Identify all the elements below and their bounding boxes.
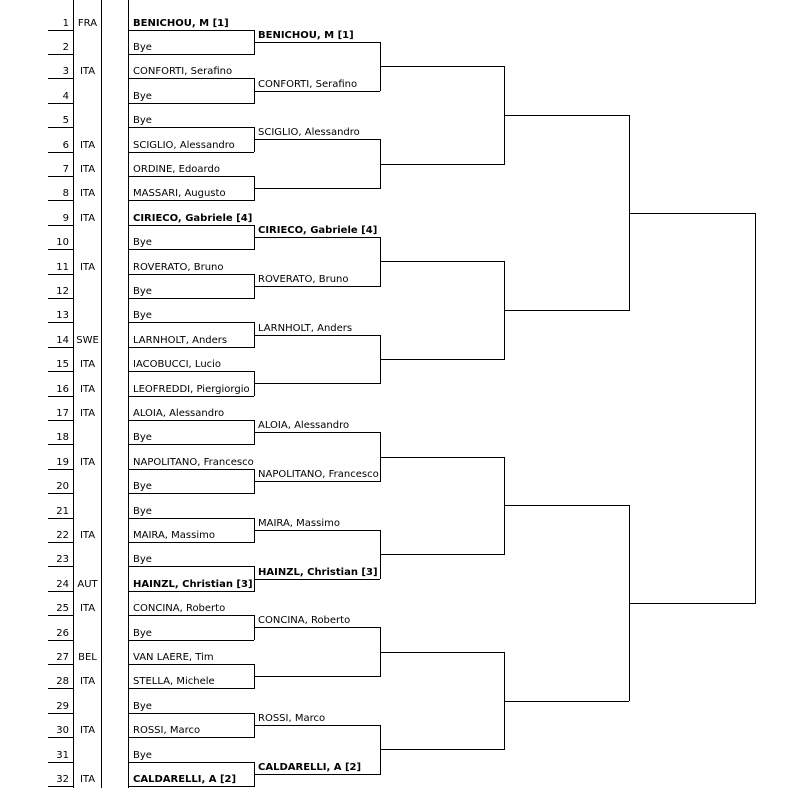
entry-player-name: Bye bbox=[133, 237, 152, 249]
entry-number: 1 bbox=[62, 17, 69, 29]
entry-underline bbox=[48, 30, 73, 31]
entry-player-name: SCIGLIO, Alessandro bbox=[133, 139, 235, 151]
entry-country: AUT bbox=[77, 578, 98, 590]
entry-underline bbox=[129, 688, 254, 689]
entry-underline bbox=[48, 688, 73, 689]
match-winner-line bbox=[254, 725, 380, 726]
entry-underline bbox=[129, 225, 254, 226]
entry-underline bbox=[129, 615, 254, 616]
entry-underline bbox=[129, 542, 254, 543]
match-winner-line bbox=[254, 676, 380, 677]
match-winner-line bbox=[504, 701, 629, 702]
entry-number: 16 bbox=[56, 383, 69, 395]
entry-underline bbox=[129, 396, 254, 397]
match-winner-line bbox=[380, 359, 504, 360]
entry-number: 25 bbox=[56, 603, 69, 615]
entry-number: 28 bbox=[56, 676, 69, 688]
entry-country: ITA bbox=[79, 163, 96, 175]
entry-underline bbox=[129, 640, 254, 641]
entry-underline bbox=[48, 713, 73, 714]
entry-number: 21 bbox=[56, 505, 69, 517]
match-winner-line bbox=[629, 213, 755, 214]
entry-player-name: VAN LAERE, Tim bbox=[133, 651, 214, 663]
entry-country: ITA bbox=[79, 66, 96, 78]
entry-underline bbox=[48, 664, 73, 665]
round2-player-name: BENICHOU, M [1] bbox=[258, 29, 354, 41]
entry-number: 8 bbox=[62, 188, 69, 200]
entry-underline bbox=[48, 371, 73, 372]
entry-country: ITA bbox=[79, 456, 96, 468]
match-winner-line bbox=[380, 749, 504, 750]
match-winner-line bbox=[504, 310, 629, 311]
entry-underline bbox=[129, 200, 254, 201]
round2-player-name: ROVERATO, Bruno bbox=[258, 273, 349, 285]
entry-country: ITA bbox=[79, 212, 96, 224]
match-winner-line bbox=[254, 139, 380, 140]
entry-underline bbox=[129, 274, 254, 275]
entry-underline bbox=[48, 566, 73, 567]
entry-underline bbox=[129, 493, 254, 494]
entry-underline bbox=[48, 518, 73, 519]
entry-number: 2 bbox=[62, 41, 69, 53]
entry-country: ITA bbox=[79, 603, 96, 615]
entry-country: FRA bbox=[77, 17, 98, 29]
entry-number: 24 bbox=[56, 578, 69, 590]
entry-number: 27 bbox=[56, 651, 69, 663]
entry-player-name: Bye bbox=[133, 90, 152, 102]
entry-underline bbox=[129, 152, 254, 153]
entry-player-name: Bye bbox=[133, 310, 152, 322]
entry-number: 17 bbox=[56, 407, 69, 419]
match-winner-line bbox=[254, 774, 380, 775]
entry-country: BEL bbox=[78, 651, 97, 663]
match-winner-line bbox=[254, 286, 380, 287]
round2-player-name: CALDARELLI, A [2] bbox=[258, 761, 362, 773]
entry-player-name: CIRIECO, Gabriele [4] bbox=[133, 212, 253, 224]
entry-underline bbox=[129, 249, 254, 250]
entry-underline bbox=[48, 640, 73, 641]
entry-underline bbox=[48, 225, 73, 226]
entry-underline bbox=[48, 542, 73, 543]
entry-number: 14 bbox=[56, 334, 69, 346]
entry-underline bbox=[48, 103, 73, 104]
round2-player-name: ALOIA, Alessandro bbox=[258, 420, 350, 432]
entry-underline bbox=[129, 176, 254, 177]
round2-player-name: CIRIECO, Gabriele [4] bbox=[258, 224, 378, 236]
round2-player-name: HAINZL, Christian [3] bbox=[258, 566, 378, 578]
entry-country: ITA bbox=[79, 383, 96, 395]
entry-underline bbox=[48, 737, 73, 738]
entry-underline bbox=[129, 786, 254, 787]
match-winner-line bbox=[504, 115, 629, 116]
match-winner-line bbox=[380, 164, 504, 165]
column-rule bbox=[128, 0, 129, 788]
entry-number: 31 bbox=[56, 749, 69, 761]
entry-number: 26 bbox=[56, 627, 69, 639]
column-rule bbox=[101, 0, 102, 788]
entry-underline bbox=[129, 566, 254, 567]
entry-player-name: Bye bbox=[133, 285, 152, 297]
entry-underline bbox=[48, 762, 73, 763]
match-winner-line bbox=[380, 261, 504, 262]
entry-player-name: NAPOLITANO, Francesco bbox=[133, 456, 254, 468]
entry-player-name: ALOIA, Alessandro bbox=[133, 407, 225, 419]
entry-player-name: MAIRA, Massimo bbox=[133, 529, 215, 541]
entry-country: ITA bbox=[79, 407, 96, 419]
entry-player-name: Bye bbox=[133, 700, 152, 712]
entry-underline bbox=[48, 591, 73, 592]
entry-country: ITA bbox=[79, 676, 96, 688]
round2-player-name: ROSSI, Marco bbox=[258, 712, 326, 724]
entry-player-name: Bye bbox=[133, 481, 152, 493]
entry-underline bbox=[48, 78, 73, 79]
entry-number: 3 bbox=[62, 66, 69, 78]
entry-player-name: Bye bbox=[133, 505, 152, 517]
entry-country: ITA bbox=[79, 139, 96, 151]
entry-player-name: Bye bbox=[133, 627, 152, 639]
match-winner-line bbox=[254, 42, 380, 43]
entry-country: SWE bbox=[76, 334, 99, 346]
entry-underline bbox=[48, 615, 73, 616]
match-winner-line bbox=[254, 579, 380, 580]
entry-country: ITA bbox=[79, 359, 96, 371]
entry-player-name: LEOFREDDI, Piergiorgio bbox=[133, 383, 250, 395]
entry-player-name: MASSARI, Augusto bbox=[133, 188, 226, 200]
match-winner-line bbox=[254, 383, 380, 384]
entry-underline bbox=[48, 347, 73, 348]
match-winner-line bbox=[254, 432, 380, 433]
entry-player-name: IACOBUCCI, Lucio bbox=[133, 359, 222, 371]
entry-number: 30 bbox=[56, 725, 69, 737]
entry-underline bbox=[129, 469, 254, 470]
entry-underline bbox=[129, 30, 254, 31]
entry-number: 18 bbox=[56, 432, 69, 444]
entry-underline bbox=[48, 493, 73, 494]
match-winner-line bbox=[254, 91, 380, 92]
match-winner-line bbox=[254, 188, 380, 189]
entry-underline bbox=[48, 249, 73, 250]
entry-underline bbox=[129, 591, 254, 592]
match-winner-line bbox=[254, 627, 380, 628]
entry-underline bbox=[129, 664, 254, 665]
match-winner-line bbox=[254, 530, 380, 531]
entry-number: 7 bbox=[62, 163, 69, 175]
match-winner-line bbox=[380, 457, 504, 458]
entry-player-name: Bye bbox=[133, 749, 152, 761]
entry-underline bbox=[129, 78, 254, 79]
round2-player-name: CONFORTI, Serafino bbox=[258, 78, 358, 90]
entry-player-name: Bye bbox=[133, 41, 152, 53]
match-winner-line bbox=[380, 652, 504, 653]
match-winner-line bbox=[254, 237, 380, 238]
entry-player-name: LARNHOLT, Anders bbox=[133, 334, 228, 346]
entry-player-name: CONCINA, Roberto bbox=[133, 603, 226, 615]
entry-underline bbox=[48, 127, 73, 128]
match-winner-line bbox=[380, 554, 504, 555]
match-winner-line bbox=[254, 335, 380, 336]
entry-underline bbox=[129, 322, 254, 323]
entry-number: 4 bbox=[62, 90, 69, 102]
entry-player-name: Bye bbox=[133, 554, 152, 566]
entry-number: 13 bbox=[56, 310, 69, 322]
entry-number: 10 bbox=[56, 237, 69, 249]
entry-player-name: ROSSI, Marco bbox=[133, 725, 201, 737]
entry-underline bbox=[129, 347, 254, 348]
match-winner-line bbox=[380, 66, 504, 67]
entry-underline bbox=[129, 103, 254, 104]
entry-underline bbox=[129, 54, 254, 55]
entry-underline bbox=[129, 762, 254, 763]
entry-number: 19 bbox=[56, 456, 69, 468]
entry-underline bbox=[48, 786, 73, 787]
entry-underline bbox=[129, 371, 254, 372]
entry-country: ITA bbox=[79, 725, 96, 737]
entry-number: 12 bbox=[56, 285, 69, 297]
entry-number: 20 bbox=[56, 481, 69, 493]
entry-number: 23 bbox=[56, 554, 69, 566]
entry-underline bbox=[129, 420, 254, 421]
entry-underline bbox=[48, 274, 73, 275]
entry-underline bbox=[129, 518, 254, 519]
match-winner-line bbox=[504, 505, 629, 506]
round2-player-name: CONCINA, Roberto bbox=[258, 615, 351, 627]
entry-number: 22 bbox=[56, 529, 69, 541]
entry-underline bbox=[129, 127, 254, 128]
entry-player-name: Bye bbox=[133, 432, 152, 444]
entry-number: 11 bbox=[56, 261, 69, 273]
entry-underline bbox=[48, 152, 73, 153]
entry-underline bbox=[48, 176, 73, 177]
entry-number: 15 bbox=[56, 359, 69, 371]
final-connector bbox=[755, 213, 756, 604]
entry-player-name: ORDINE, Edoardo bbox=[133, 163, 220, 175]
entry-player-name: BENICHOU, M [1] bbox=[133, 17, 229, 29]
entry-underline bbox=[48, 469, 73, 470]
entry-number: 29 bbox=[56, 700, 69, 712]
entry-player-name: CONFORTI, Serafino bbox=[133, 66, 233, 78]
match-winner-line bbox=[254, 481, 380, 482]
entry-underline bbox=[48, 322, 73, 323]
entry-country: ITA bbox=[79, 188, 96, 200]
entry-underline bbox=[48, 54, 73, 55]
entry-underline bbox=[48, 298, 73, 299]
entry-country: ITA bbox=[79, 773, 96, 785]
entry-underline bbox=[129, 444, 254, 445]
round2-player-name: SCIGLIO, Alessandro bbox=[258, 127, 360, 139]
round2-player-name: NAPOLITANO, Francesco bbox=[258, 468, 379, 480]
entry-number: 32 bbox=[56, 773, 69, 785]
entry-underline bbox=[48, 420, 73, 421]
entry-number: 5 bbox=[62, 115, 69, 127]
round2-player-name: MAIRA, Massimo bbox=[258, 517, 340, 529]
entry-player-name: ROVERATO, Bruno bbox=[133, 261, 224, 273]
entry-underline bbox=[129, 713, 254, 714]
entry-player-name: Bye bbox=[133, 115, 152, 127]
entry-number: 9 bbox=[62, 212, 69, 224]
entry-country: ITA bbox=[79, 529, 96, 541]
match-winner-line bbox=[629, 603, 755, 604]
round2-player-name: LARNHOLT, Anders bbox=[258, 322, 353, 334]
entry-underline bbox=[129, 737, 254, 738]
entry-underline bbox=[129, 298, 254, 299]
entry-underline bbox=[48, 200, 73, 201]
entry-player-name: STELLA, Michele bbox=[133, 676, 215, 688]
entry-underline bbox=[48, 396, 73, 397]
entry-country: ITA bbox=[79, 261, 96, 273]
entry-player-name: HAINZL, Christian [3] bbox=[133, 578, 253, 590]
entry-underline bbox=[48, 444, 73, 445]
entry-number: 6 bbox=[62, 139, 69, 151]
entry-player-name: CALDARELLI, A [2] bbox=[133, 773, 237, 785]
